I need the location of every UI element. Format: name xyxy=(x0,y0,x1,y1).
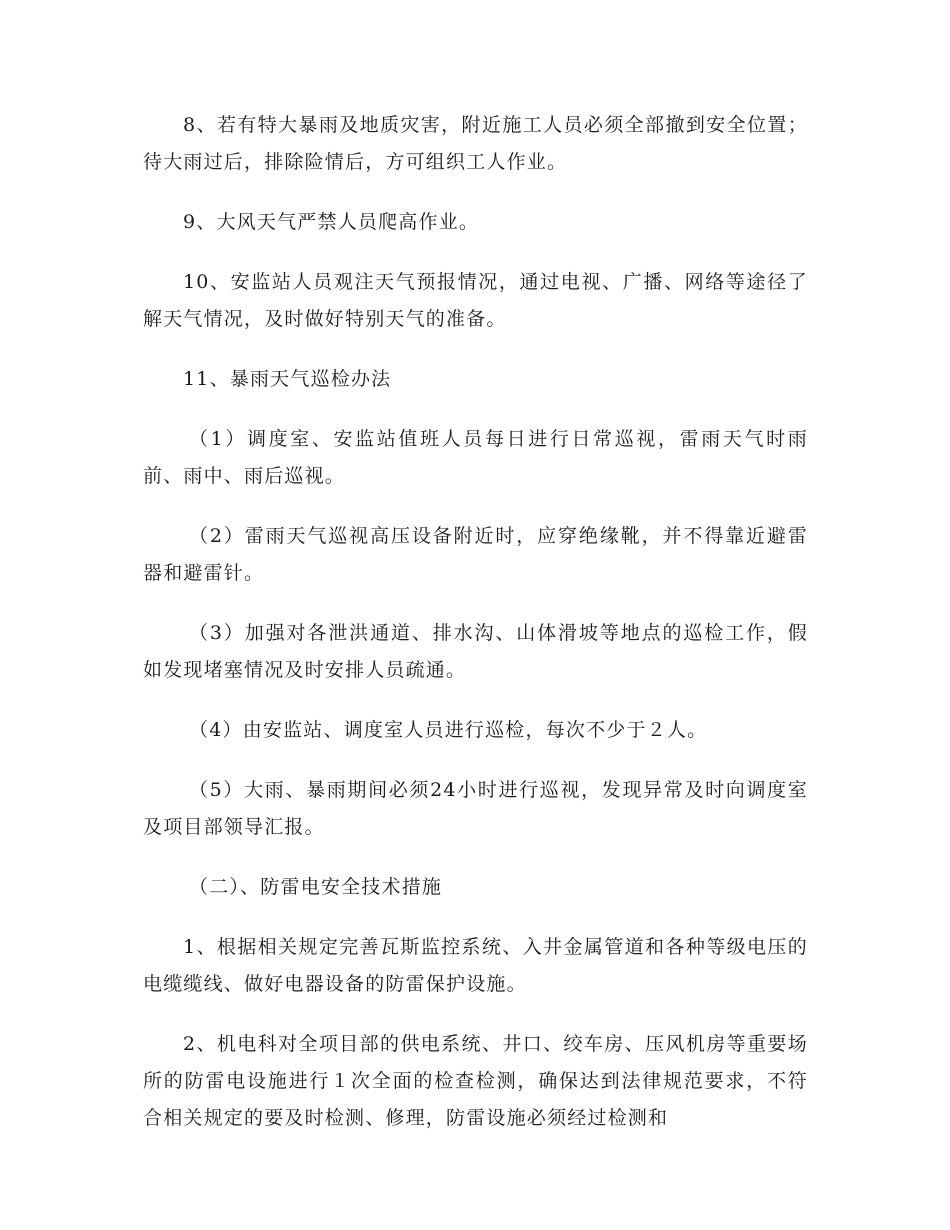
paragraph-subitem-5: （5）大雨、暴雨期间必须24小时进行巡视，发现异常及时向调度室及项目部领导汇报。 xyxy=(143,779,808,838)
paragraph-item-9: 9、大风天气严禁人员爬高作业。 xyxy=(183,211,480,233)
document-body xyxy=(143,107,808,1160)
section-item-2: 2、机电科对全项目部的供电系统、井口、绞车房、压风机房等重要场所的防雷电设施进行１次全面的检查检测，确保达到法律规范要求，不符合相关规定的要及时检测、修理，防雷设施必须经过检测和 xyxy=(143,1033,808,1129)
paragraph-item-8: 8、若有特大暴雨及地质灾害，附近施工人员必须全部撤到安全位置；待大雨过后，排除险情后，方可组织工人作业。 xyxy=(143,114,808,173)
paragraph-subitem-1: （1）调度室、安监站值班人员每日进行日常巡视，雷雨天气时雨前、雨中、雨后巡视。 xyxy=(143,428,808,487)
paragraph-subitem-2: （2）雷雨天气巡视高压设备附近时，应穿绝缘靴，并不得靠近避雷器和避雷针。 xyxy=(143,525,808,584)
paragraph-subitem-3: （3）加强对各泄洪通道、排水沟、山体滑坡等地点的巡检工作，假如发现堵塞情况及时安排人员疏通。 xyxy=(143,622,808,681)
paragraph-item-10: 10、安监站人员观注天气预报情况，通过电视、广播、网络等途径了解天气情况，及时做好特别天气的准备。 xyxy=(143,271,808,330)
section-heading: （二）、防雷电安全技术措施 xyxy=(189,876,443,898)
paragraph-item-11: 11、暴雨天气巡检办法 xyxy=(183,368,392,390)
paragraph-subitem-4: （4）由安监站、调度室人员进行巡检，每次不少于２人。 xyxy=(189,719,708,741)
section-item-1: 1、根据相关规定完善瓦斯监控系统、入井金属管道和各种等级电压的电缆缆线、做好电器设备的防雷保护设施。 xyxy=(143,936,808,995)
